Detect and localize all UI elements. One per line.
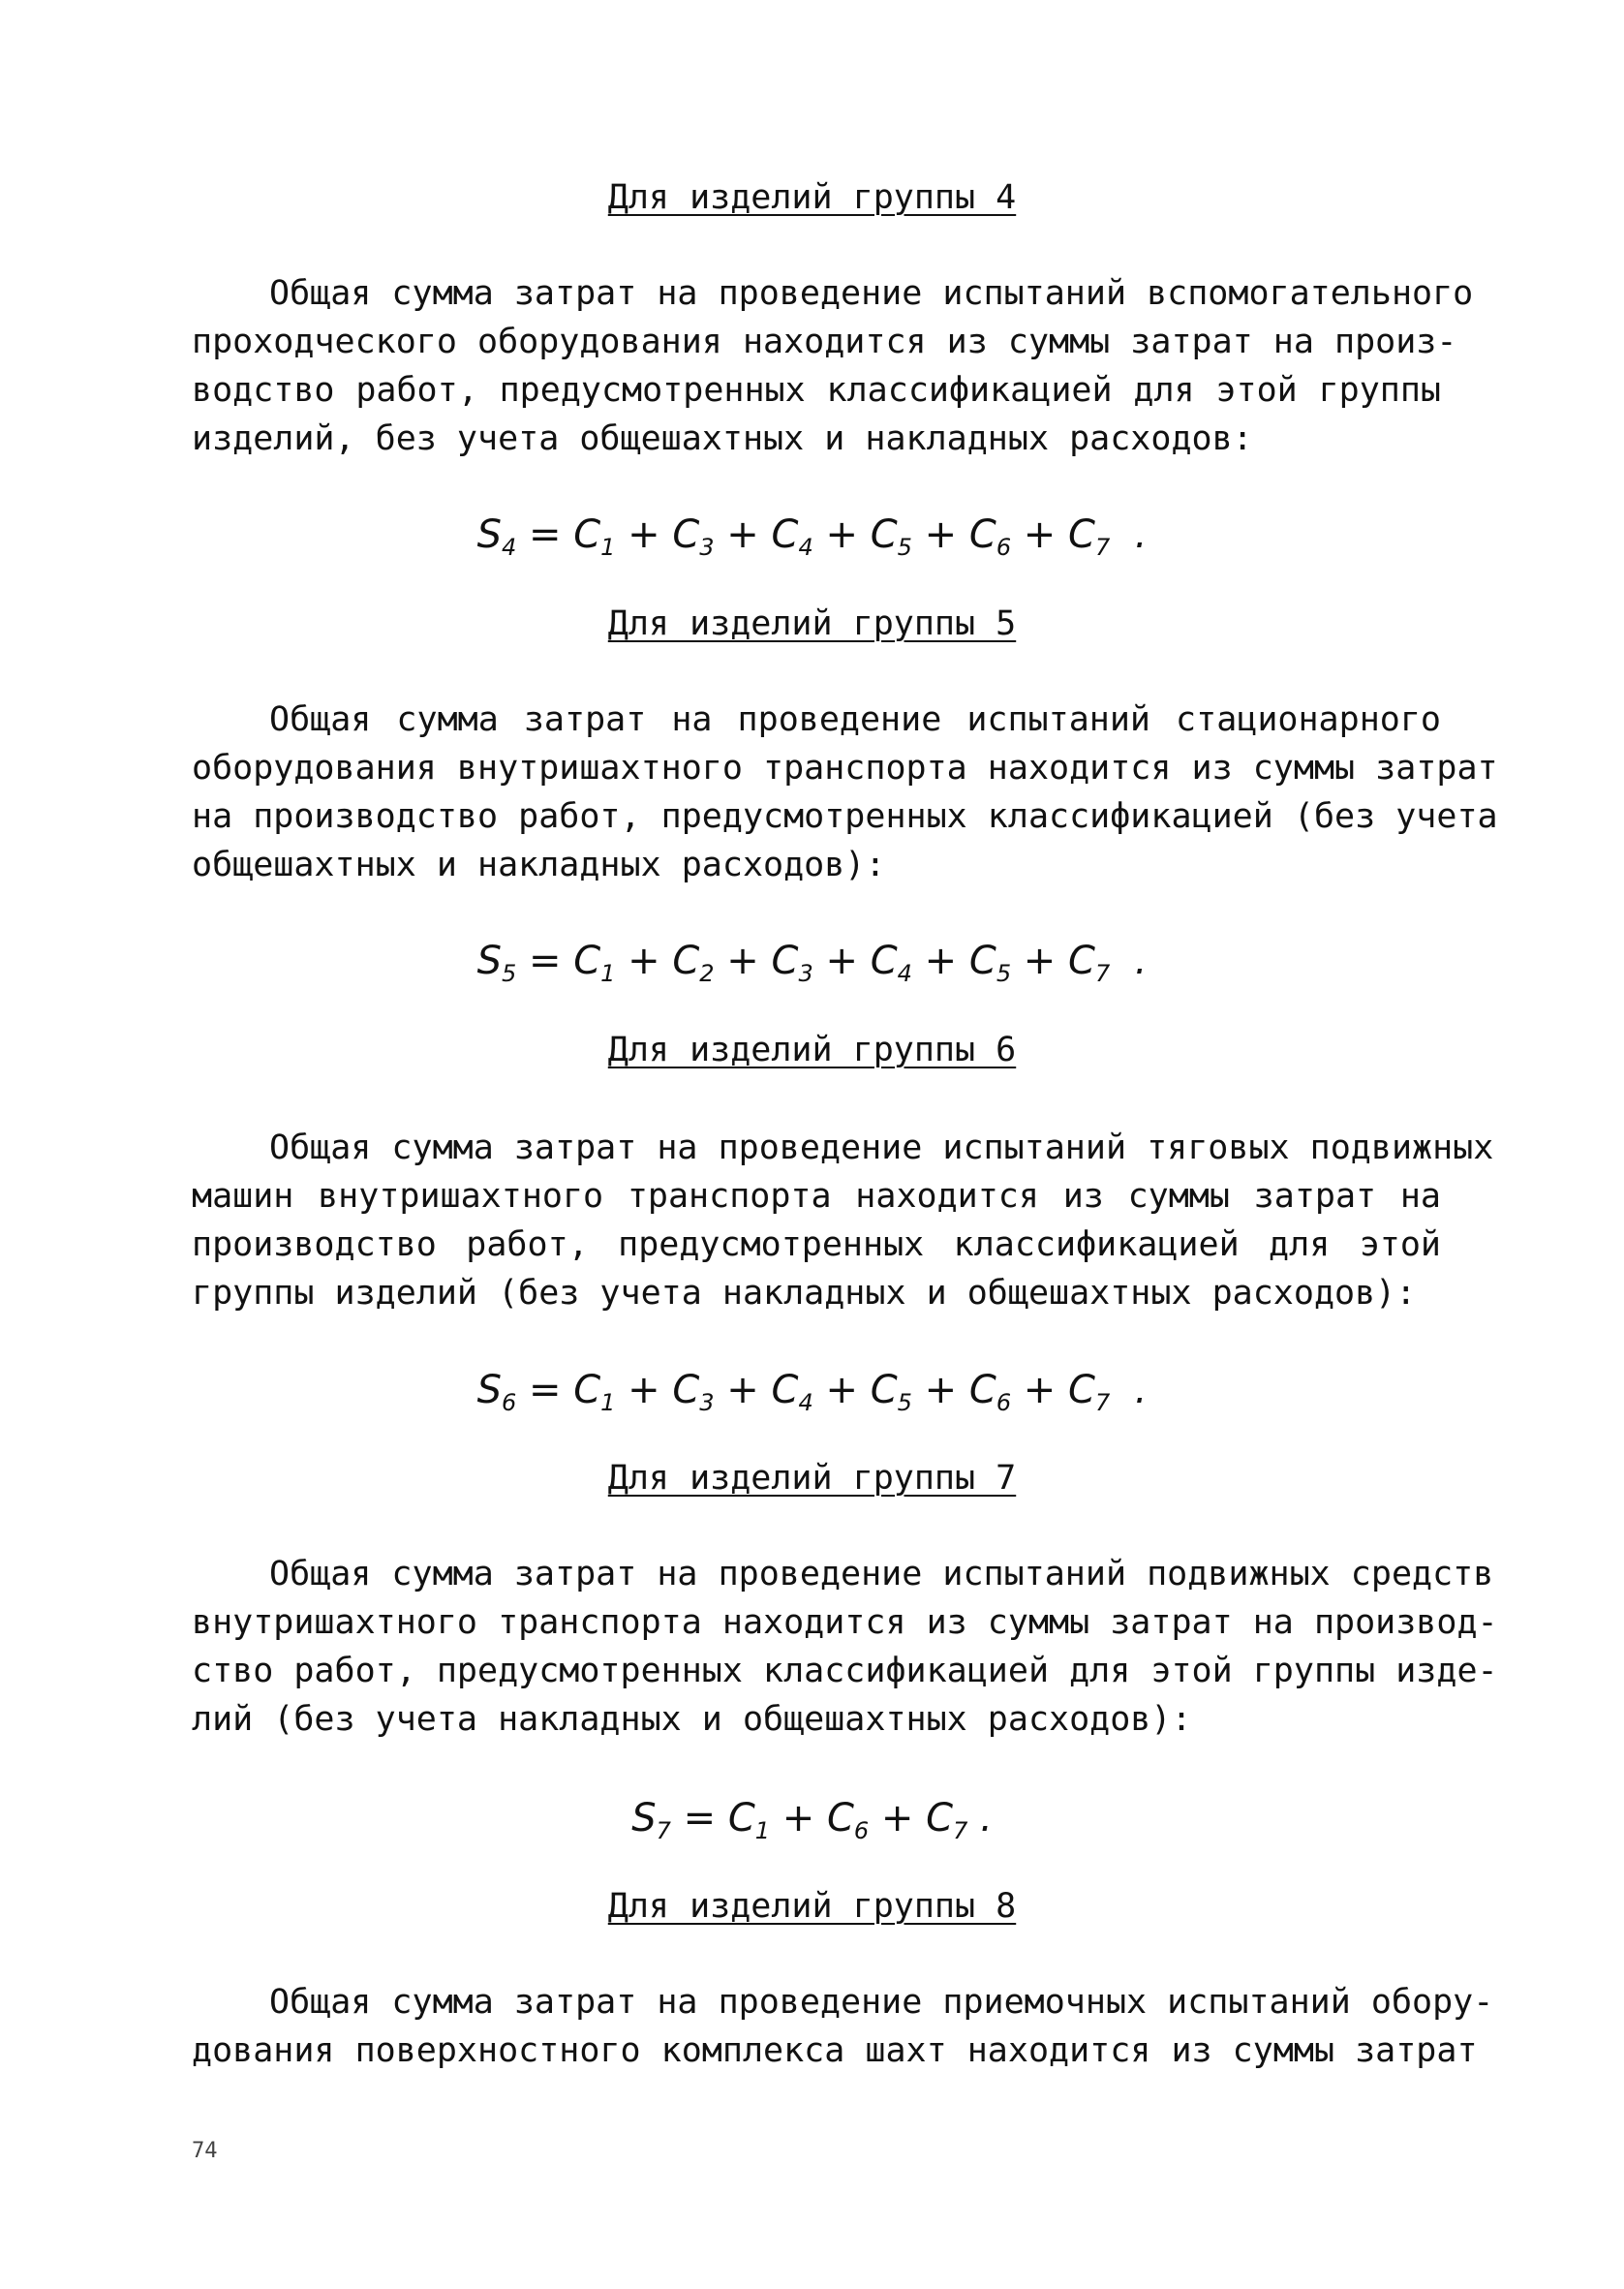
paragraph-line: дования поверхностного комплекса шахт находится из суммы затрат	[192, 2031, 1478, 2070]
paragraph-group-4	[192, 269, 1474, 463]
paragraph-line: группы изделий (без учета накладных и общешахтных расходов):	[192, 1274, 1417, 1313]
paragraph-line: лий (без учета накладных и общешахтных расходов):	[192, 1700, 1192, 1739]
paragraph-group-8	[192, 1978, 1494, 2075]
formula-s4: $S_4 = C_1 + C_3 + C_4 + C_5 + C_6 + C_7$ .	[476, 512, 1148, 561]
paragraph-group-6	[192, 1124, 1494, 1317]
paragraph-line: Общая сумма затрат на проведение испытаний тяговых подвижных	[269, 1129, 1494, 1167]
paragraph-line: Общая сумма затрат на проведение приемочных испытаний обору-	[269, 1983, 1494, 2022]
section-heading-group-5: Для изделий группы 5	[607, 604, 1017, 643]
section-heading-group-6: Для изделий группы 6	[607, 1031, 1017, 1069]
paragraph-line: Общая сумма затрат на проведение испытаний вспомогательного	[269, 274, 1474, 313]
formula-s5: $S_5 = C_1 + C_2 + C_3 + C_4 + C_5 + C_7$ .	[476, 939, 1148, 987]
paragraph-line: производство работ, предусмотренных классификацией для этой	[192, 1225, 1441, 1264]
paragraph-line: на производство работ, предусмотренных классификацией (без учета	[192, 797, 1498, 836]
paragraph-group-7	[192, 1550, 1498, 1744]
paragraph-line: Общая сумма затрат на проведение испытаний стационарного	[269, 700, 1441, 739]
section-heading-group-7: Для изделий группы 7	[607, 1459, 1017, 1498]
formula-s7: $S_7 = C_1 + C_6 + C_7$ .	[631, 1796, 993, 1844]
section-heading-group-4: Для изделий группы 4	[607, 178, 1017, 217]
paragraph-line: водство работ, предусмотренных классификацией для этой группы	[192, 371, 1441, 410]
section-heading-group-8: Для изделий группы 8	[607, 1887, 1017, 1926]
paragraph-line: проходческого оборудования находится из суммы затрат на произ-	[192, 323, 1457, 361]
paragraph-line: общешахтных и накладных расходов):	[192, 846, 886, 884]
paragraph-line: оборудования внутришахтного транспорта находится из суммы затрат	[192, 749, 1498, 788]
paragraph-line: Общая сумма затрат на проведение испытаний подвижных средств	[269, 1555, 1494, 1593]
paragraph-line: изделий, без учета общешахтных и накладных расходов:	[192, 419, 1253, 458]
paragraph-line: машин внутришахтного транспорта находится из суммы затрат на	[192, 1177, 1441, 1216]
formula-s6: $S_6 = C_1 + C_3 + C_4 + C_5 + C_6 + C_7$ .	[476, 1368, 1148, 1416]
paragraph-group-5	[192, 696, 1498, 889]
paragraph-line: ство работ, предусмотренных классификацией для этой группы изде-	[192, 1652, 1498, 1690]
page-number: 74	[192, 2139, 218, 2163]
paragraph-line: внутришахтного транспорта находится из суммы затрат на производ-	[192, 1603, 1498, 1642]
